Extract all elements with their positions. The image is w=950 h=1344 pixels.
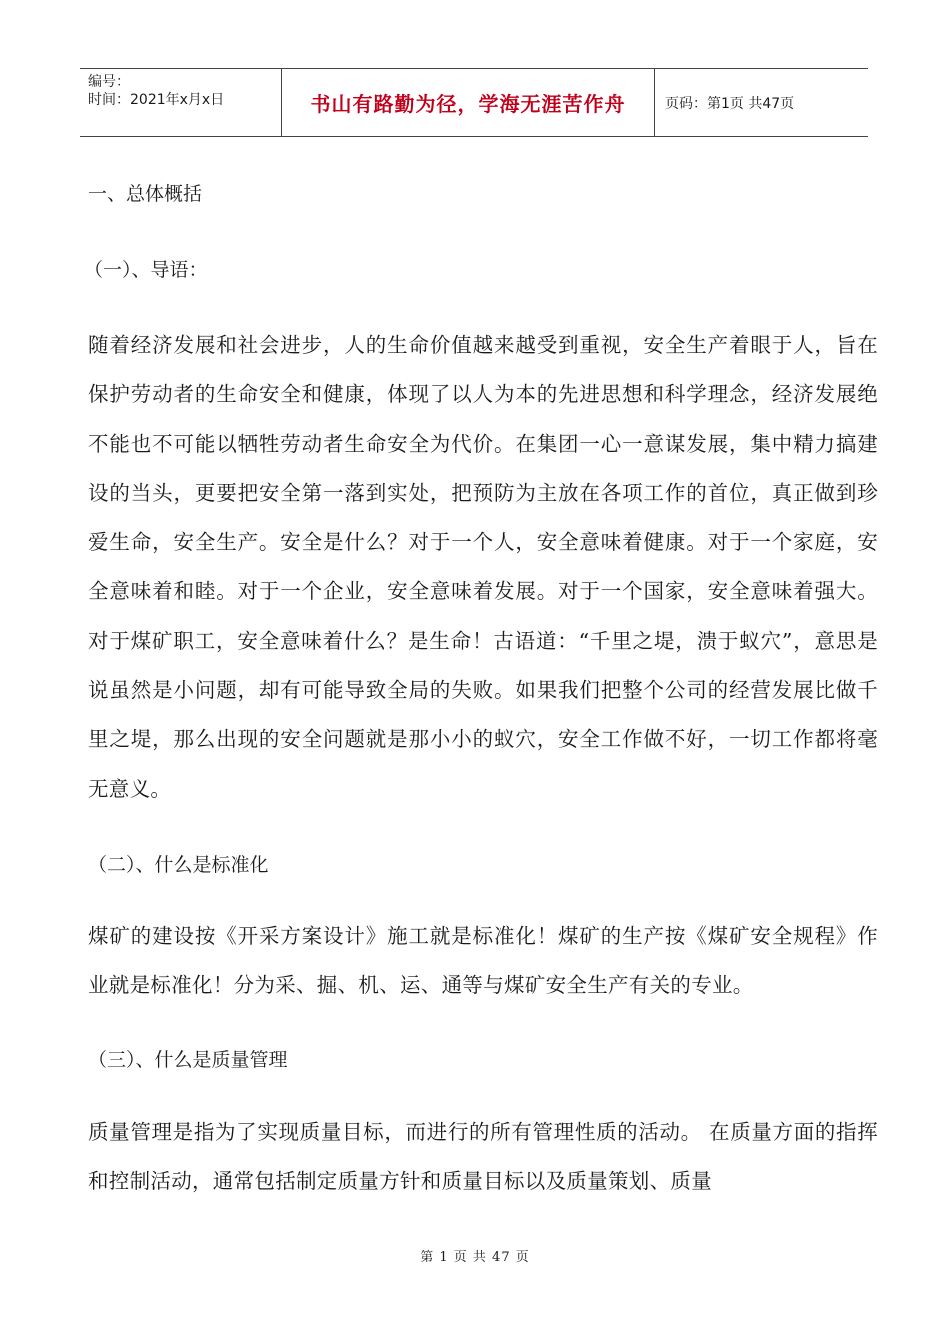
subsection-heading-quality: （三）、什么是质量管理 bbox=[88, 1048, 288, 1071]
document-body bbox=[84, 170, 878, 1206]
header-meta-cell bbox=[80, 69, 282, 136]
standardization-paragraph: 煤矿的建设按《开采方案设计》施工就是标准化！煤矿的生产按《煤矿安全规程》作业就是标准化！分为采、掘、机、运、通等与煤矿安全生产有关的专业。 bbox=[88, 923, 878, 998]
header-page-info: 页码：第1页 共47页 bbox=[665, 95, 795, 112]
section-heading-overview: 一、总体概括 bbox=[88, 183, 203, 205]
serial-number-label: 编号： bbox=[88, 74, 130, 90]
quality-paragraph: 质量管理是指为了实现质量目标，而进行的所有管理性质的活动。 在质量方面的指挥和控制活动，通常包括制定质量方针和质量目标以及质量策划、质量 bbox=[88, 1119, 878, 1193]
header-motto: 书山有路勤为径，学海无涯苦作舟 bbox=[282, 69, 655, 136]
subsection-heading-standardization: （二）、什么是标准化 bbox=[88, 853, 269, 876]
page-footer: 第 1 页 共 47 页 bbox=[420, 1250, 530, 1265]
date-label: 时间：2021年x月x日 bbox=[88, 92, 225, 108]
subsection-heading-intro: （一）、导语： bbox=[84, 259, 208, 281]
intro-paragraph: 随着经济发展和社会进步，人的生命价值越来越受到重视，安全生产着眼于人，旨在保护劳动者的生命安全和健康，体现了以人为本的先进思想和科学理念，经济发展绝不能也不可能以牺牲劳动者生命安全为代价。在集团一心一意谋发展，集中精力搞建设的当头，更要把安全第一落到实处，把预防为主放在各项工作的首位，真正做到珍爱生命，安全生产。安全是什么？对于一个人，安全意味着健康。对于一个家庭，安全意味着和睦。对于一个企业，安全意味着发展。对于一个国家，安全意味着强大。对于煤矿职工，安全意味着什么？是生命！古语道：“千里之堤，溃于蚁穴”，意思是说虽然是小问题，却有可能导致全局的失败。如果我们把整个公司的经营发展比做千里之堤，那么出现的安全问题就是那小小的蚁穴，安全工作做不好，一切工作都将毫无意义。 bbox=[88, 333, 878, 801]
document-header bbox=[80, 68, 868, 137]
